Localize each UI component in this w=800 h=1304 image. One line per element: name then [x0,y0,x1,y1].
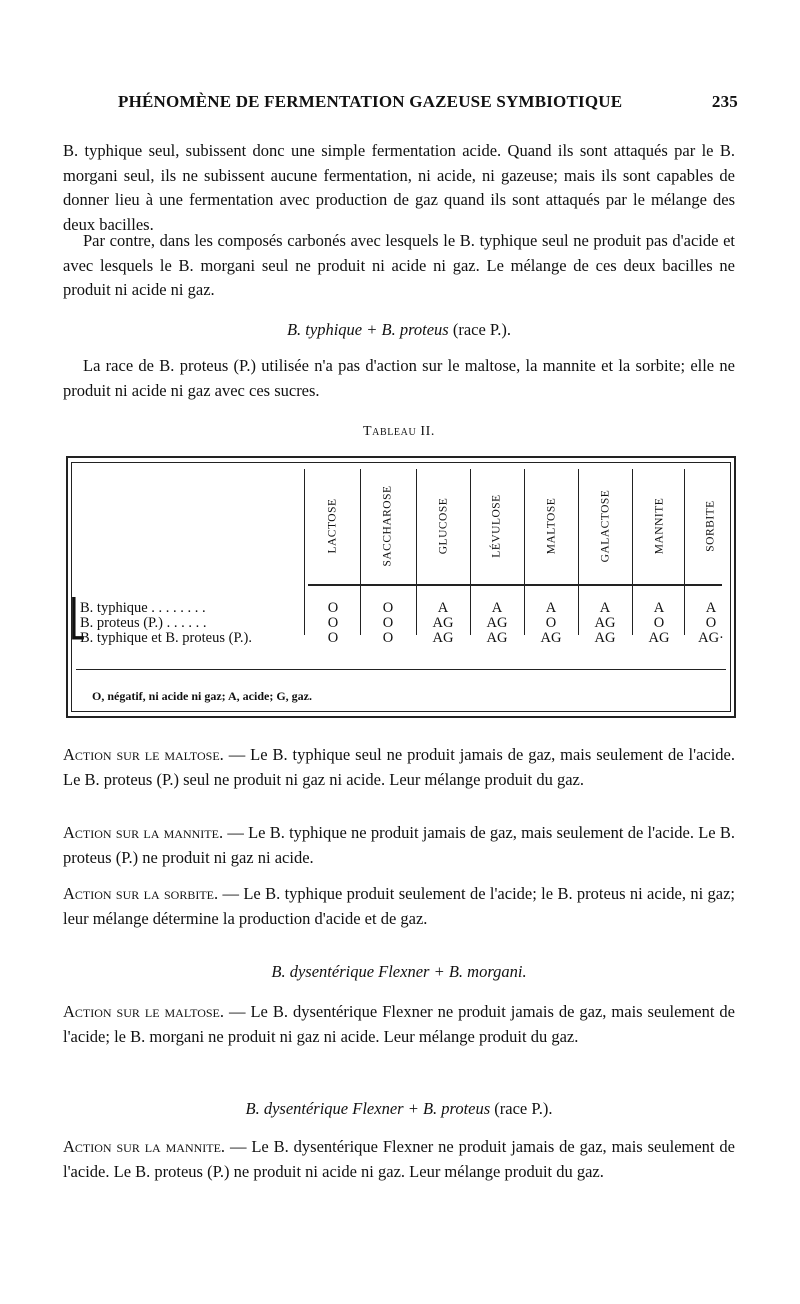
paragraph-1: B. typhique seul, subissent donc une simple fermentation acide. Quand ils sont attaqués par le B. morgani seul, ils ne subissent aucune fermentation, ni acide, ni gazeuse; mais ils sont capables de donner lieu à une fermentation avec production de gaz quand ils sont attaqués par le mélange des deux bacilles. [63,141,735,234]
table-cell: AG [540,630,562,646]
row-label-proteus: B. proteus (P.) . . . . . . [80,615,207,631]
table-caption: Tableau II. [362,424,436,439]
row-brace: ⎣ [69,599,87,639]
page-number: 235 [711,92,738,111]
column-header-glucose: GLUCOSE [437,497,449,555]
subheading-italic: B. dysentérique Flexner + B. morgani. [271,962,527,981]
header-rule [308,584,722,586]
column-header-sorbite: SORBITE [704,500,717,552]
action-paragraph-maltose [63,743,735,792]
table-inner-frame [71,462,731,712]
running-title: PHÉNOMÈNE DE FERMENTATION GAZEUSE SYMBIOTIQUE [118,92,623,111]
paragraph-3: La race de B. proteus (P.) utilisée n'a pas d'action sur le maltose, la mannite et la sorbite; elle ne produit ni acide ni gaz avec ces sucres. [63,356,735,400]
action-text: — Le B. dysentérique Flexner ne produit jamais de gaz, mais seulement de l'acide; le B. morgani ne produit ni gaz ni acide. Leur mélange produit du gaz. [63,1002,735,1046]
table-cell: A [545,600,557,616]
column-header-saccharose: SACCHAROSE [382,485,394,567]
subheading-italic: B. dysentérique Flexner + B. proteus [245,1099,491,1118]
table-cell: O [327,615,339,631]
table-cell: AG [594,615,616,631]
table-cell: O [653,615,665,631]
table-cell: AG [648,630,670,646]
action-heading: Action sur la mannite. [63,1137,226,1156]
table-cell: O [545,615,557,631]
action-paragraph-sorbite [63,882,735,931]
table-cell: A [653,600,665,616]
table-cell: A [599,600,611,616]
action-text: — Le B. typhique ne produit jamais de gaz, mais seulement de l'acide. Le B. proteus (P.) ne produit ni gaz ni acide. [63,823,736,867]
paragraph-2: Par contre, dans les composés carbonés avec lesquels le B. typhique seul ne produit pas d'acide et avec lesquels le B. morgani seul ne produit ni acide ni gaz. Le mélange de ces deux bacilles ne produit ni acide ni gaz. [63,231,735,299]
table-cell: O [382,630,394,646]
table-legend: O, négatif, ni acide ni gaz; A, acide; G, gaz. [92,689,312,703]
table-cell: AG [486,615,508,631]
table-cell: AG [486,630,508,646]
action-heading: Action sur la sorbite. [63,884,219,903]
legend-rule [76,669,726,670]
subheading-rest: (race P.). [490,1099,553,1118]
fermentation-table [66,456,736,718]
column-header-maltose: MALTOSE [545,497,558,555]
column-header-levulose: LÉVULOSE [491,494,504,558]
subheading-rest: (race P.). [448,320,512,339]
action-text: — Le B. typhique seul ne produit jamais de gaz, mais seulement de l'acide. Le B. proteus (P.) seul ne produit ni gaz ni acide. Leur mélange produit du gaz. [63,745,736,789]
table-cell: A [491,600,503,616]
action-text: — Le B. typhique produit seulement de l'acide; le B. proteus ni acide, ni gaz; leur mélange détermine la production d'acide et de gaz. [63,884,736,928]
subheading-italic: B. typhique + B. proteus [286,320,449,339]
table-cell: O [382,615,394,631]
row-label-typhique-et-proteus: B. typhique et B. proteus (P.). [80,630,252,646]
table-cell: O [382,600,394,616]
table-cell: AG· [698,630,724,646]
table-cell: O [327,630,339,646]
action-paragraph-maltose-flexner [63,1000,735,1049]
column-header-mannite: MANNITE [653,497,665,555]
column-header-galactose: GALACTOSE [599,489,611,563]
subheading-flexner-morgani [63,960,735,984]
column-header-lactose: LACTOSE [327,498,340,554]
subheading-flexner-proteus [63,1097,735,1121]
table-cell: O [705,615,717,631]
table-cell: AG [432,615,454,631]
table-cell: A [705,600,717,616]
table-cell: AG [594,630,616,646]
table-cell: O [327,600,339,616]
table-cell: AG [432,630,454,646]
action-heading: Action sur le maltose. [63,1002,224,1021]
action-paragraph-mannite [63,821,735,870]
action-heading: Action sur le maltose. [63,745,224,764]
column-divider [304,469,305,635]
action-heading: Action sur la mannite. [63,823,224,842]
subheading-typhique-proteus [63,318,735,342]
action-text: — Le B. dysentérique Flexner ne produit jamais de gaz, mais seulement de l'acide. Le B. proteus (P.) ne produit ni acide ni gaz. Leur mélange produit du gaz. [63,1137,735,1181]
action-paragraph-mannite-flexner [63,1135,735,1184]
row-label-typhique: B. typhique . . . . . . . . [80,600,206,616]
table-cell: A [437,600,449,616]
